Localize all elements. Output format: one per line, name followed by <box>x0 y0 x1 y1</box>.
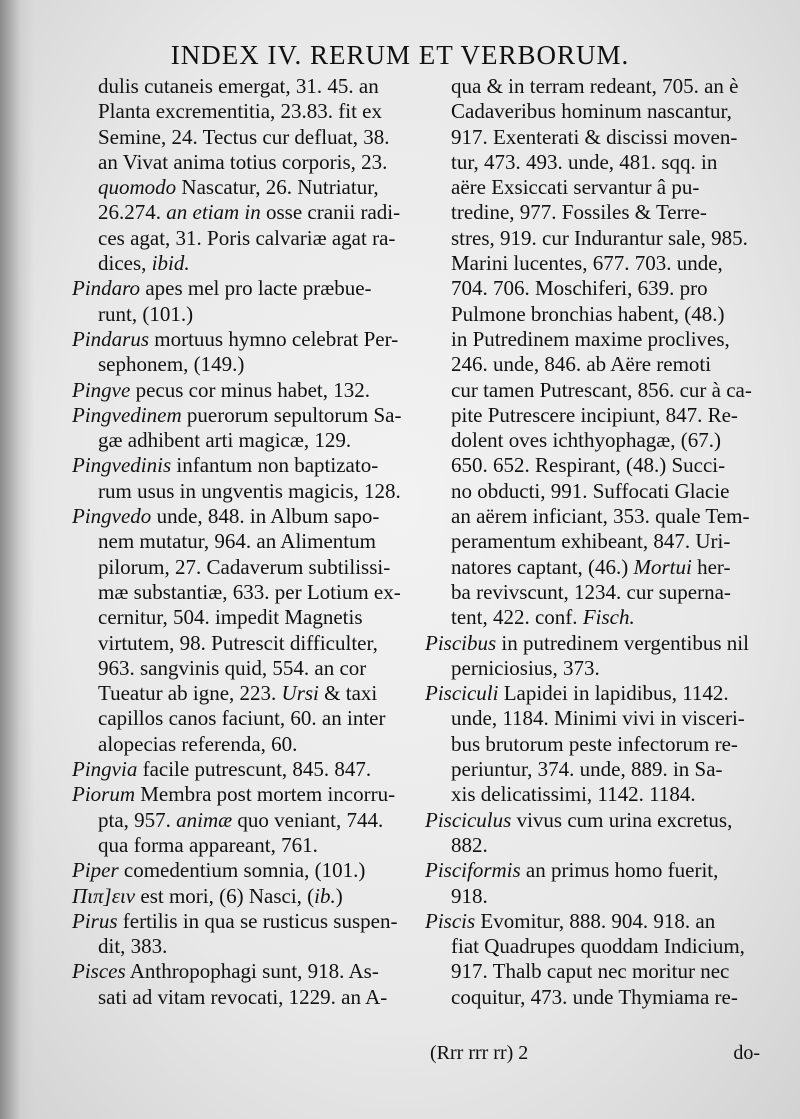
index-line <box>425 453 770 478</box>
index-text: runt, (101.) <box>98 301 194 326</box>
index-term: ibid. <box>151 251 190 276</box>
index-term: Πιπ]ειν <box>72 883 136 908</box>
index-term: Pingvia <box>72 757 138 782</box>
index-line <box>72 808 422 833</box>
left-column <box>72 74 422 1010</box>
index-line <box>425 125 770 150</box>
index-text: capillos canos faciunt, 60. an inter <box>98 706 386 731</box>
index-text: & taxi <box>318 681 378 706</box>
index-line <box>72 302 422 327</box>
index-line <box>425 150 770 175</box>
signature-mark: (Rrr rrr rr) 2 <box>430 1042 529 1064</box>
index-text: 882. <box>451 832 488 857</box>
index-line <box>425 580 770 605</box>
index-line <box>72 934 422 959</box>
index-line <box>425 833 770 858</box>
index-text: ces agat, 31. Poris calvariæ agat ra- <box>98 225 396 250</box>
index-text: Lapidei in lapidibus, 1142. <box>498 681 729 706</box>
index-text: Pulmone bronchias habent, (48.) <box>451 301 725 326</box>
index-text: fiat Quadrupes quoddam Indicium, <box>451 934 745 959</box>
index-text: her- <box>691 554 731 579</box>
index-text: Cadaveribus hominum nascantur, <box>451 99 732 124</box>
index-line <box>425 428 770 453</box>
index-text: perniciosius, 373. <box>451 655 600 680</box>
index-line <box>425 327 770 352</box>
index-line <box>72 226 422 251</box>
index-term: Piscis <box>425 908 476 933</box>
index-line <box>72 909 422 934</box>
index-text: ba revivscunt, 1234. cur superna- <box>451 579 731 604</box>
index-text: an aërem inficiant, 353. quale Tem- <box>451 504 750 529</box>
index-text: in Putredinem maxime proclives, <box>451 326 730 351</box>
index-line <box>72 631 422 656</box>
index-text: xis delicatissimi, 1142. 1184. <box>451 782 696 807</box>
right-column <box>425 74 770 1010</box>
index-line <box>72 251 422 276</box>
index-line <box>425 985 770 1010</box>
index-text: pilorum, 27. Cadaverum subtilissi- <box>98 554 391 579</box>
index-line <box>72 327 422 352</box>
index-term: Pirus <box>72 908 118 933</box>
index-line <box>425 479 770 504</box>
index-line <box>425 251 770 276</box>
index-line <box>72 200 422 225</box>
index-line <box>72 504 422 529</box>
index-text: in putredinem vergentibus nil <box>496 630 749 655</box>
index-text: cur tamen Putrescant, 856. cur à ca- <box>451 377 752 402</box>
index-line <box>425 959 770 984</box>
index-line <box>425 175 770 200</box>
index-text: Marini lucentes, 677. 703. unde, <box>451 251 723 276</box>
index-text: dit, 383. <box>98 934 168 959</box>
index-text: dices, <box>98 251 152 276</box>
page-header: INDEX IV. RERUM ET VERBORUM. <box>170 40 630 70</box>
index-line <box>425 909 770 934</box>
index-term: quomodo <box>98 175 177 200</box>
index-text: Membra post mortem incorru- <box>135 782 396 807</box>
index-line <box>425 656 770 681</box>
index-text: osse cranii radi- <box>260 200 401 225</box>
index-line <box>425 605 770 630</box>
index-line <box>72 884 422 909</box>
index-term: Mortui <box>633 554 692 579</box>
index-line <box>72 757 422 782</box>
index-text: Semine, 24. Tectus cur defluat, 38. <box>98 124 390 149</box>
index-text: peramentum exhibeant, 847. Uri- <box>451 529 731 554</box>
index-line <box>72 959 422 984</box>
index-line <box>72 352 422 377</box>
index-text: Planta excrementitia, 23.83. fit ex <box>98 99 382 124</box>
index-text: puerorum sepultorum Sa- <box>181 402 402 427</box>
index-text: cernitur, 504. impedit Magnetis <box>98 605 363 630</box>
index-text: Anthropophagi sunt, 918. As- <box>125 959 379 984</box>
index-line <box>72 529 422 554</box>
index-line <box>72 833 422 858</box>
index-text: gæ adhibent arti magicæ, 129. <box>98 428 352 453</box>
index-line <box>425 403 770 428</box>
index-line <box>72 453 422 478</box>
index-term: Pisciformis <box>425 858 521 883</box>
index-term: Pingvedinem <box>72 402 182 427</box>
index-line <box>72 479 422 504</box>
index-text: stres, 919. cur Indurantur sale, 985. <box>451 225 748 250</box>
index-text: pite Putrescere incipiunt, 847. Re- <box>451 402 738 427</box>
index-term: Pisces <box>72 959 126 984</box>
index-text: unde, 848. in Album sapo- <box>151 504 380 529</box>
index-line <box>425 631 770 656</box>
index-text: bus brutorum peste infectorum re- <box>451 731 738 756</box>
index-line <box>425 808 770 833</box>
binding-shadow <box>0 0 34 1119</box>
index-text: nem mutatur, 964. an Alimentum <box>98 529 376 554</box>
index-text: no obducti, 991. Suffocati Glacie <box>451 478 730 503</box>
index-line <box>425 352 770 377</box>
index-line <box>72 706 422 731</box>
index-line <box>72 378 422 403</box>
index-text: est mori, (6) Nasci, ( <box>135 883 315 908</box>
index-text: pecus cor minus habet, 132. <box>130 377 371 402</box>
index-term: Pingvedo <box>72 504 152 529</box>
index-text: rum usus in ungventis magicis, 128. <box>98 478 401 503</box>
index-line <box>425 555 770 580</box>
index-text: tur, 473. 493. unde, 481. sqq. in <box>451 149 718 174</box>
index-text: tredine, 977. Fossiles & Terre- <box>451 200 707 225</box>
index-text: fertilis in qua se rusticus suspen- <box>117 908 398 933</box>
index-text: 704. 706. Moschiferi, 639. pro <box>451 276 708 301</box>
index-line <box>425 226 770 251</box>
index-text: 963. sangvinis quid, 554. an cor <box>98 655 367 680</box>
index-text: an Vivat anima totius corporis, 23. <box>98 149 388 174</box>
index-line <box>72 681 422 706</box>
index-line <box>72 150 422 175</box>
index-line <box>72 782 422 807</box>
index-text: alopecias referenda, 60. <box>98 731 298 756</box>
index-text: 26.274. <box>98 200 167 225</box>
index-term: animæ <box>176 807 233 832</box>
index-line <box>72 985 422 1010</box>
index-line <box>425 529 770 554</box>
index-text: qua forma appareant, 761. <box>98 832 318 857</box>
index-term: Pingve <box>72 377 131 402</box>
index-text: 917. Thalb caput nec moritur nec <box>451 959 730 984</box>
index-line <box>425 276 770 301</box>
index-text: 917. Exenterati & discissi moven- <box>451 124 738 149</box>
index-line <box>425 884 770 909</box>
index-text: comedentium somnia, (101.) <box>118 858 366 883</box>
index-line <box>72 580 422 605</box>
index-text: apes mel pro lacte præbue- <box>140 276 372 301</box>
index-term: Fisch. <box>582 605 635 630</box>
index-line <box>425 858 770 883</box>
index-text: mortuus hymno celebrat Per- <box>149 326 399 351</box>
index-line <box>72 74 422 99</box>
index-text: facile putrescunt, 845. 847. <box>137 757 372 782</box>
index-line <box>425 504 770 529</box>
index-line <box>425 74 770 99</box>
index-term: Piorum <box>72 782 135 807</box>
index-term: Ursi <box>281 681 319 706</box>
index-text: aëre Exsiccati servantur â pu- <box>451 175 700 200</box>
index-text: vivus cum urina excretus, <box>511 807 733 832</box>
index-text: natores captant, (46.) <box>451 554 634 579</box>
index-text: sephonem, (149.) <box>98 352 245 377</box>
index-text: tent, 422. conf. <box>451 605 583 630</box>
index-line <box>425 200 770 225</box>
index-text: dolent oves ichthyophagæ, (67.) <box>451 428 722 453</box>
index-text: 246. unde, 846. ab Aëre remoti <box>451 352 712 377</box>
index-line <box>425 681 770 706</box>
index-term: an etiam in <box>166 200 261 225</box>
index-term: Piper <box>72 858 119 883</box>
index-text: Tueatur ab igne, 223. <box>98 681 282 706</box>
index-term: Pingvedinis <box>72 453 172 478</box>
index-term: Pindarus <box>72 326 150 351</box>
index-text: Nascatur, 26. Nutriatur, <box>176 175 379 200</box>
index-line <box>72 656 422 681</box>
index-term: ib. <box>314 883 336 908</box>
index-line <box>425 757 770 782</box>
index-term: Pisciculi <box>425 681 499 706</box>
index-line <box>425 378 770 403</box>
index-text: 650. 652. Respirant, (48.) Succi- <box>451 453 726 478</box>
index-line <box>72 605 422 630</box>
index-text: an primus homo fuerit, <box>520 858 719 883</box>
index-text: infantum non baptizato- <box>171 453 379 478</box>
index-line <box>72 732 422 757</box>
index-line <box>72 403 422 428</box>
index-line <box>425 706 770 731</box>
page-footer <box>430 1042 760 1065</box>
index-line <box>425 934 770 959</box>
index-line <box>72 555 422 580</box>
index-line <box>425 302 770 327</box>
index-text: quo veniant, 744. <box>232 807 384 832</box>
index-text: virtutem, 98. Putrescit difficulter, <box>98 630 378 655</box>
index-text: periuntur, 374. unde, 889. in Sa- <box>451 757 723 782</box>
index-text: ) <box>335 883 343 908</box>
index-line <box>72 858 422 883</box>
index-line <box>425 99 770 124</box>
index-text: pta, 957. <box>98 807 177 832</box>
index-term: Pisciculus <box>425 807 512 832</box>
index-line <box>425 732 770 757</box>
index-text: unde, 1184. Minimi vivi in visceri- <box>451 706 745 731</box>
index-text: Evomitur, 888. 904. 918. an <box>475 908 716 933</box>
index-line <box>72 175 422 200</box>
index-term: Pindaro <box>72 276 141 301</box>
index-text: sati ad vitam revocati, 1229. an A- <box>98 984 388 1009</box>
index-text: dulis cutaneis emergat, 31. 45. an <box>98 74 379 98</box>
index-text: 918. <box>451 883 488 908</box>
index-text: coquitur, 473. unde Thymiama re- <box>451 984 738 1009</box>
index-text: mæ substantiæ, 633. per Lotium ex- <box>98 579 401 604</box>
index-line <box>72 125 422 150</box>
index-term: Piscibus <box>425 630 497 655</box>
index-line <box>72 276 422 301</box>
catchword: do- <box>733 1042 760 1064</box>
index-line <box>72 428 422 453</box>
index-line <box>72 99 422 124</box>
index-line <box>425 782 770 807</box>
index-text: qua & in terram redeant, 705. an è <box>451 74 739 98</box>
